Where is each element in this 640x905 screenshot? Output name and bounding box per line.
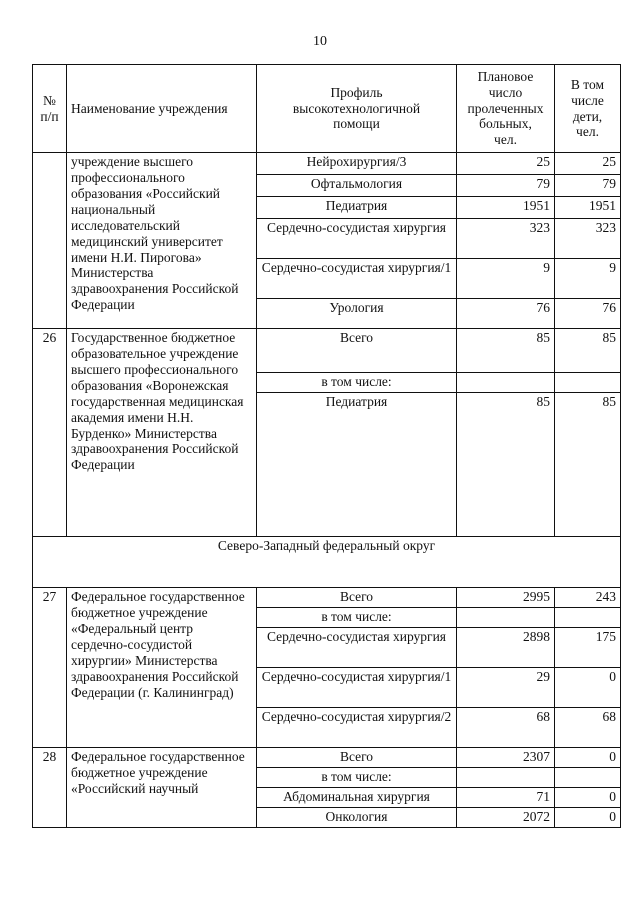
profile-cell: Сердечно-сосудистая хирургия/1	[257, 259, 457, 299]
profile-cell: Сердечно-сосудистая хирургия	[257, 628, 457, 668]
children-cell: 9	[555, 259, 621, 299]
children-cell: 1951	[555, 197, 621, 219]
profile-cell: Онкология	[257, 808, 457, 828]
planned-cell: 68	[457, 708, 555, 748]
planned-cell: 76	[457, 299, 555, 329]
profile-cell: Педиатрия	[257, 393, 457, 537]
profile-cell: в том числе:	[257, 373, 457, 393]
profile-cell: Всего	[257, 588, 457, 608]
children-cell	[555, 768, 621, 788]
institution-name: учреждение высшего профессионального образования «Российский национальный исследовательский медицинский университет имени Н.И. Пирогова» Министерства здравоохранения Российской Федерации	[67, 153, 257, 329]
table-row	[33, 153, 621, 175]
planned-cell	[457, 768, 555, 788]
header-institution-name: Наименование учреждения	[67, 65, 257, 153]
page-number: 10	[313, 34, 327, 49]
children-cell: 0	[555, 808, 621, 828]
profile-cell: Сердечно-сосудистая хирургия	[257, 219, 457, 259]
children-cell: 25	[555, 153, 621, 175]
planned-cell: 79	[457, 175, 555, 197]
planned-cell: 25	[457, 153, 555, 175]
profile-cell: Всего	[257, 748, 457, 768]
planned-cell: 85	[457, 393, 555, 537]
children-cell: 323	[555, 219, 621, 259]
header-profile: Профиль высокотехнологичной помощи	[257, 65, 457, 153]
planned-cell: 85	[457, 329, 555, 373]
institution-number	[33, 153, 67, 329]
planned-cell: 2307	[457, 748, 555, 768]
header-children: В том числе дети, чел.	[555, 65, 621, 153]
planned-cell: 2898	[457, 628, 555, 668]
children-cell: 0	[555, 748, 621, 768]
children-cell: 68	[555, 708, 621, 748]
children-cell	[555, 373, 621, 393]
profile-cell: Урология	[257, 299, 457, 329]
region-title: Северо-Западный федеральный округ	[33, 537, 621, 588]
institution-name: Федеральное государственное бюджетное учреждение «Федеральный центр сердечно-сосудистой хирургии» Министерства здравоохранения Российской Федерации (г. Калининград)	[67, 588, 257, 748]
planned-cell: 9	[457, 259, 555, 299]
table-row	[33, 329, 621, 373]
children-cell: 175	[555, 628, 621, 668]
planned-cell: 323	[457, 219, 555, 259]
children-cell	[555, 608, 621, 628]
profile-cell: в том числе:	[257, 608, 457, 628]
children-cell: 0	[555, 668, 621, 708]
planned-cell	[457, 373, 555, 393]
header-planned-patients: Плановое число пролеченных больных, чел.	[457, 65, 555, 153]
institution-number: 26	[33, 329, 67, 537]
header-row	[33, 65, 621, 153]
institution-name: Государственное бюджетное образовательное учреждение высшего профессионального образования «Воронежская государственная медицинская академия имени Н.Н. Бурденко» Министерства здравоохранения Российской Федерации	[67, 329, 257, 537]
region-row	[33, 537, 621, 588]
profile-cell: Всего	[257, 329, 457, 373]
profile-cell: Нейрохирургия/3	[257, 153, 457, 175]
table-row	[33, 588, 621, 608]
planned-cell: 1951	[457, 197, 555, 219]
profile-cell: Офтальмология	[257, 175, 457, 197]
children-cell: 85	[555, 329, 621, 373]
institution-number: 28	[33, 748, 67, 828]
planned-cell: 29	[457, 668, 555, 708]
profile-cell: Сердечно-сосудистая хирургия/1	[257, 668, 457, 708]
planned-cell: 2072	[457, 808, 555, 828]
institution-number: 27	[33, 588, 67, 748]
institution-name: Федеральное государственное бюджетное учреждение «Российский научный	[67, 748, 257, 828]
table-row	[33, 748, 621, 768]
children-cell: 243	[555, 588, 621, 608]
planned-cell: 71	[457, 788, 555, 808]
profile-cell: Сердечно-сосудистая хирургия/2	[257, 708, 457, 748]
profile-cell: в том числе:	[257, 768, 457, 788]
children-cell: 85	[555, 393, 621, 537]
profile-cell: Педиатрия	[257, 197, 457, 219]
profile-cell: Абдоминальная хирургия	[257, 788, 457, 808]
children-cell: 76	[555, 299, 621, 329]
children-cell: 0	[555, 788, 621, 808]
allocation-table	[32, 64, 621, 828]
planned-cell: 2995	[457, 588, 555, 608]
planned-cell	[457, 608, 555, 628]
header-number: № п/п	[33, 65, 67, 153]
children-cell: 79	[555, 175, 621, 197]
